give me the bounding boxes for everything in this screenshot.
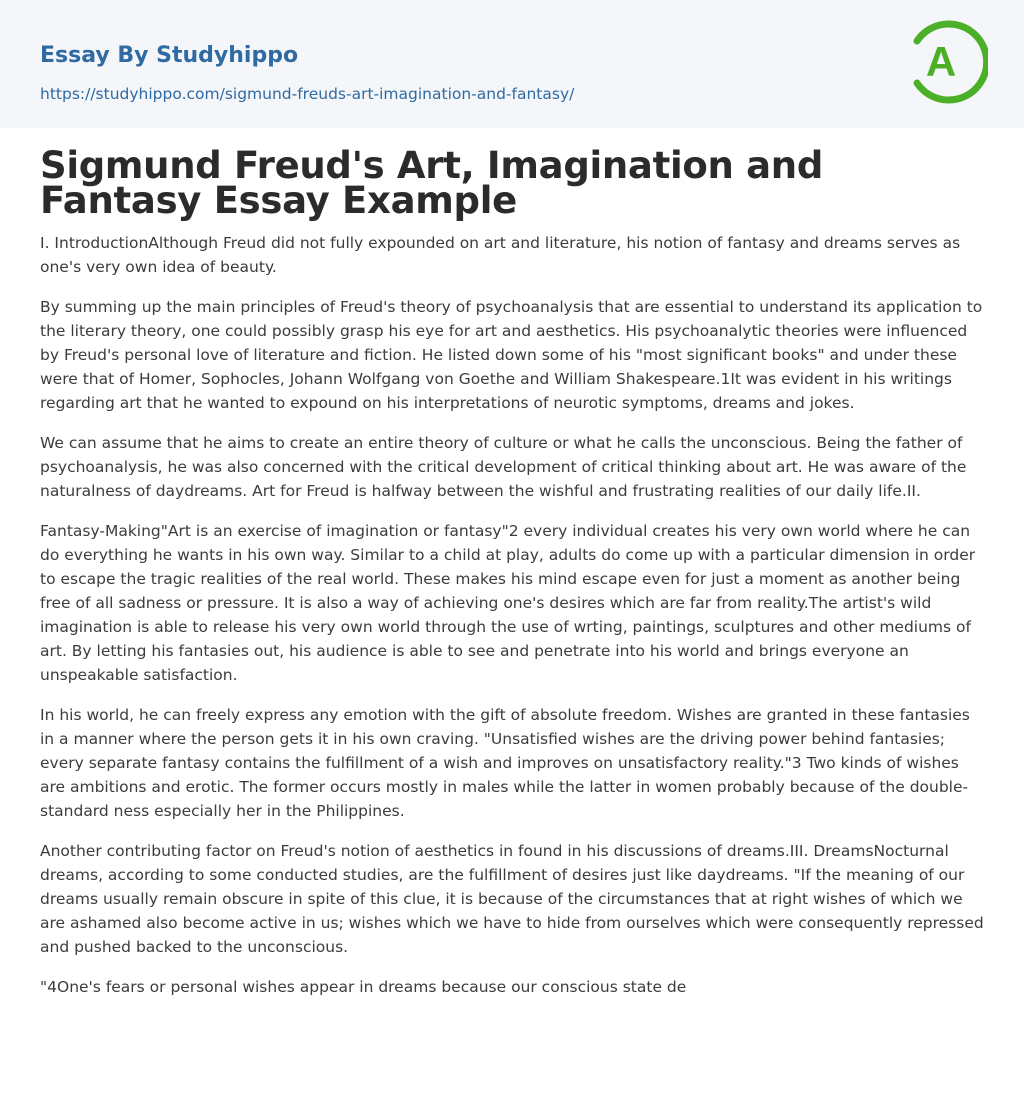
article-paragraph: Fantasy-Making"Art is an exercise of imagination or fantasy"2 every individual creates his very own world where he can do everything he wants in his own way. Similar to a child at play, adults do come up with a particular dimension in order to escape the tragic realities of the real world. These makes his mind escape even for just a moment as another being free of all sadness or pressure. It is also a way of achieving one's desires which are far from reality.The artist's wild imagination is able to release his very own world through the use of wrting, paintings, sculptures and other mediums of art. By letting his fantasies out, his audience is able to see and penetrate into his world and brings everyone an unspeakable satisfaction. <box>40 522 976 684</box>
page-title: Sigmund Freud's Art, Imagination and Fantasy Essay Example <box>40 144 824 222</box>
page-url-link[interactable]: https://studyhippo.com/sigmund-freuds-art-imagination-and-fantasy/ <box>40 85 575 103</box>
article-paragraph: We can assume that he aims to create an entire theory of culture or what he calls the unconscious. Being the father of psychoanalysis, he was also concerned with the critical development of critical thinking about art. He was aware of the naturalness of daydreams. Art for Freud is halfway between the wishful and frustrating realities of our daily life.II. <box>40 434 967 500</box>
article-paragraph: Another contributing factor on Freud's notion of aesthetics in found in his discussions of dreams.III. DreamsNocturnal dreams, according to some conducted studies, are the fulfillment of desires just like daydreams. "If the meaning of our dreams usually remain obscure in spite of this clue, it is because of the circumstances that at right wishes of which we are ashamed also become active in us; wishes which we have to hide from ourselves which were consequently repressed and pushed backed to the unconscious. <box>40 842 984 956</box>
site-logo[interactable] <box>908 18 988 106</box>
site-header <box>0 0 1024 128</box>
article-paragraph: In his world, he can freely express any emotion with the gift of absolute freedom. Wishes are granted in these fantasies in a manner where the person gets it in his own craving. "Unsatisfied wishes are the driving power behind fantasies; every separate fantasy contains the fulfillment of a wish and improves on unsatisfactory reality."3 Two kinds of wishes are ambitions and erotic. The former occurs mostly in males while the latter in women probably because of the double-standard ness especially her in the Philippines. <box>40 706 970 820</box>
article <box>0 144 1024 999</box>
article-paragraph: By summing up the main principles of Freud's theory of psychoanalysis that are essential to understand its application to the literary theory, one could possibly grasp his eye for art and aesthetics. His psychoanalytic theories were influenced by Freud's personal love of literature and fiction. He listed down some of his "most significant books" and under these were that of Homer, Sophocles, Johann Wolfgang von Goethe and William Shakespeare.1It was evident in his writings regarding art that he wanted to expound on his interpretations of neurotic symptoms, dreams and jokes. <box>40 298 983 412</box>
article-paragraph: "4One's fears or personal wishes appear in dreams because our conscious state de <box>40 978 687 996</box>
site-brand[interactable]: Essay By Studyhippo <box>40 43 299 68</box>
logo-letter: A <box>925 38 957 85</box>
article-paragraph: I. IntroductionAlthough Freud did not fully expounded on art and literature, his notion of fantasy and dreams serves as one's very own idea of beauty. <box>40 234 961 276</box>
